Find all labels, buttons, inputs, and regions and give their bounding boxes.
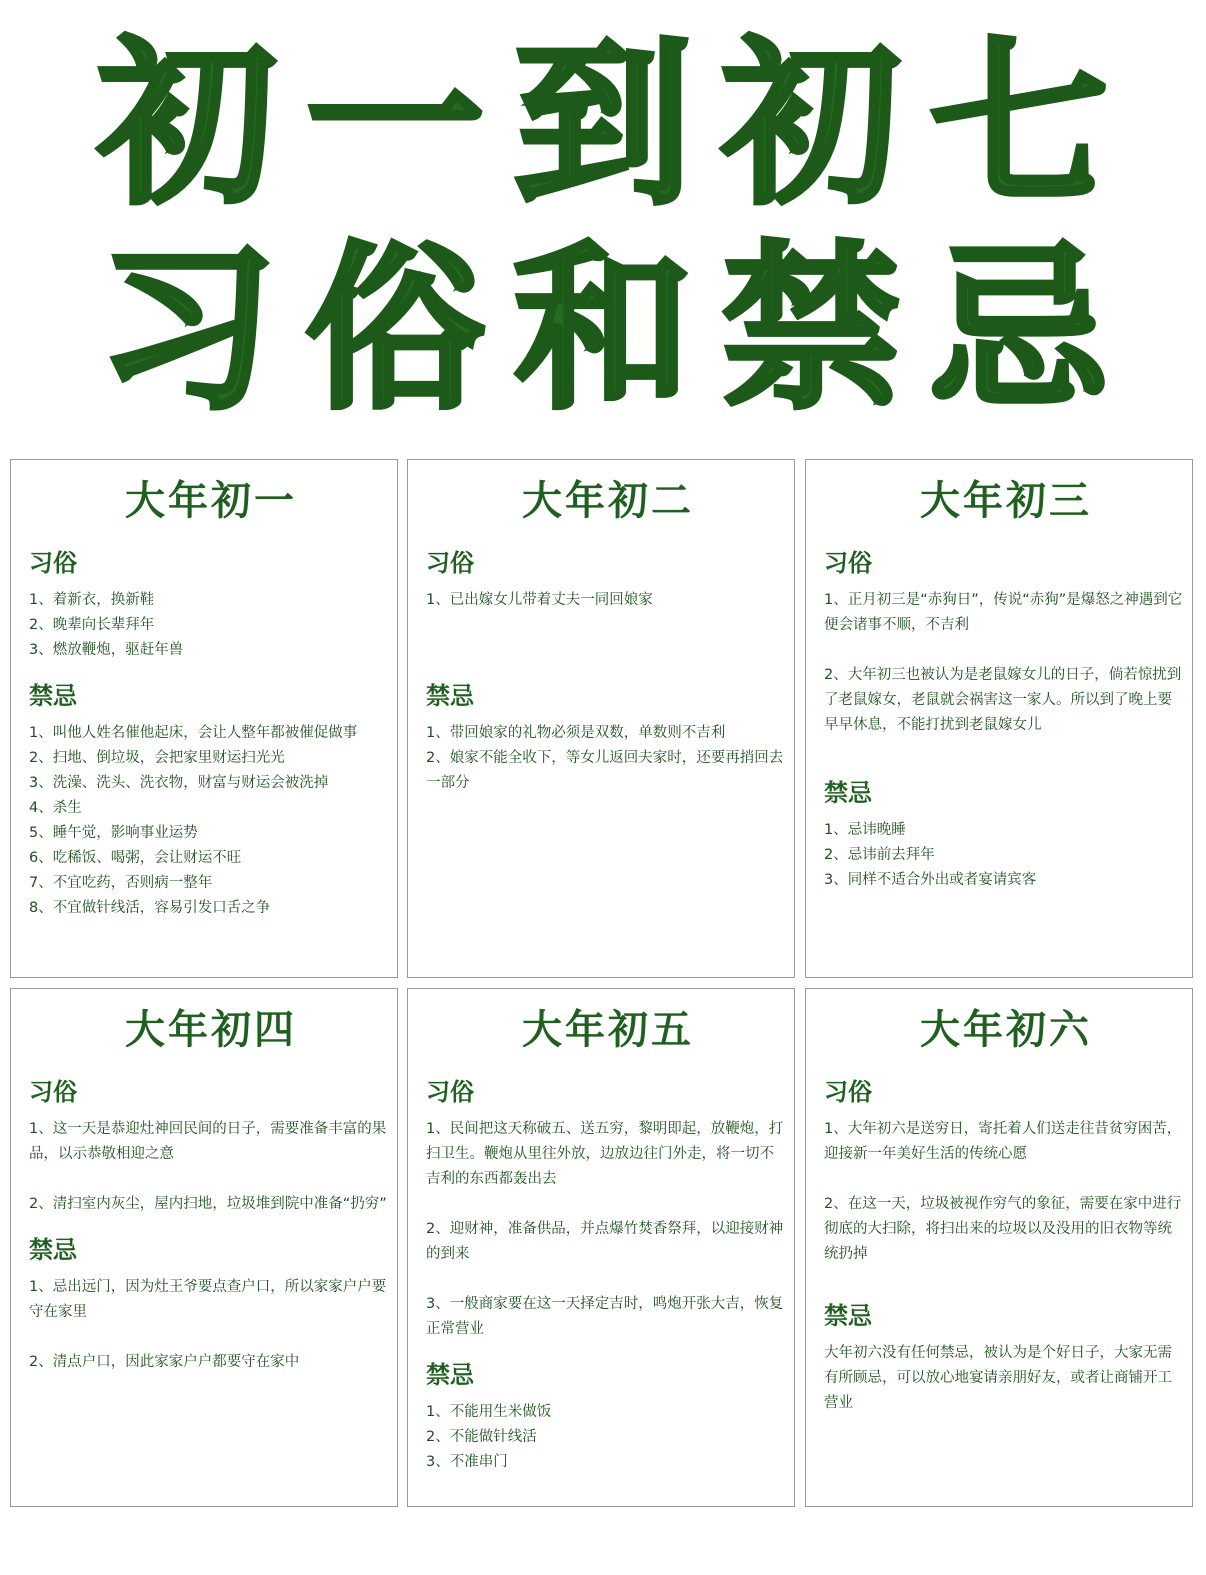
page-title-line-1: 初一到初七 (98, 21, 1138, 228)
customs-heading: 习俗 (426, 1078, 474, 1106)
custom-item: 1、正月初三是“赤狗日”，传说“赤狗”是爆怒之神遇到它便会诸事不顺，不吉利 (824, 592, 1183, 633)
card-title: 大年初二 (522, 478, 694, 524)
customs-heading: 习俗 (824, 1078, 872, 1106)
taboo-item: 2、忌讳前去拜年 (824, 847, 935, 863)
custom-item: 3、燃放鞭炮，驱赶年兽 (29, 642, 184, 658)
card-day-5 (407, 988, 795, 1507)
custom-item: 2、在这一天，垃圾被视作穷气的象征，需要在家中进行彻底的大扫除，将扫出来的垃圾以及没用的旧衣物等统统扔掉 (824, 1196, 1182, 1262)
card-title: 大年初五 (522, 1007, 694, 1053)
taboo-item: 3、洗澡、洗头、洗衣物，财富与财运会被洗掉 (29, 775, 329, 791)
custom-item: 2、晚辈向长辈拜年 (29, 617, 155, 633)
taboo-item: 1、忌讳晚睡 (824, 822, 906, 838)
taboo-item: 大年初六没有任何禁忌，被认为是个好日子，大家无需有所顾忌，可以放心地宴请亲朋好友，或者让商铺开工营业 (824, 1345, 1172, 1411)
taboos-heading: 禁忌 (824, 1302, 872, 1330)
custom-item: 2、清扫室内灰尘，屋内扫地，垃圾堆到院中准备“扔穷” (29, 1196, 387, 1212)
taboo-item: 2、清点户口，因此家家户户都要守在家中 (29, 1354, 300, 1370)
card-title: 大年初一 (125, 478, 297, 524)
taboos-heading: 禁忌 (426, 1361, 474, 1389)
card-day-6 (805, 988, 1193, 1507)
card-day-3 (805, 459, 1193, 978)
taboo-item: 1、忌出远门，因为灶王爷要点查户口，所以家家户户要守在家里 (29, 1279, 387, 1320)
taboo-item: 8、不宜做针线活，容易引发口舌之争 (29, 900, 271, 916)
custom-item: 1、着新衣，换新鞋 (29, 592, 155, 608)
custom-item: 2、迎财神，准备供品，并点爆竹焚香祭拜，以迎接财神的到来 (426, 1221, 784, 1262)
card-title: 大年初三 (920, 478, 1092, 524)
customs-heading: 习俗 (29, 1078, 77, 1106)
card-title: 大年初四 (125, 1007, 297, 1053)
taboo-item: 4、杀生 (29, 800, 82, 816)
taboo-item: 3、不准串门 (426, 1454, 508, 1470)
taboo-item: 3、同样不适合外出或者宴请宾客 (824, 872, 1037, 888)
taboo-item: 2、娘家不能全收下，等女儿返回夫家时，还要再捎回去一部分 (426, 750, 784, 791)
card-day-1 (10, 459, 398, 978)
custom-item: 1、这一天是恭迎灶神回民间的日子，需要准备丰富的果品，以示恭敬相迎之意 (29, 1121, 387, 1162)
card-day-2 (407, 459, 795, 978)
taboo-item: 2、不能做针线活 (426, 1429, 537, 1445)
taboo-item: 2、扫地、倒垃圾，会把家里财运扫光光 (29, 750, 285, 766)
customs-heading: 习俗 (426, 549, 474, 577)
taboo-item: 5、睡午觉，影响事业运势 (29, 825, 198, 841)
taboo-item: 1、不能用生米做饭 (426, 1404, 552, 1420)
taboo-item: 6、吃稀饭、喝粥，会让财运不旺 (29, 850, 242, 866)
custom-item: 1、大年初六是送穷日，寄托着人们送走往昔贫穷困苦，迎接新一年美好生活的传统心愿 (824, 1121, 1182, 1162)
card-day-4 (10, 988, 398, 1507)
custom-item: 2、大年初三也被认为是老鼠嫁女儿的日子，倘若惊扰到了老鼠嫁女，老鼠就会祸害这一家人。所以到了晚上要早早休息，不能打扰到老鼠嫁女儿 (824, 667, 1182, 733)
taboos-heading: 禁忌 (824, 779, 872, 807)
taboo-item: 7、不宜吃药，否则病一整年 (29, 875, 213, 891)
taboos-heading: 禁忌 (29, 682, 77, 710)
customs-heading: 习俗 (824, 549, 872, 577)
page-title-line-2: 习俗和禁忌 (98, 226, 1138, 433)
taboos-heading: 禁忌 (29, 1236, 77, 1264)
taboo-item: 1、叫他人姓名催他起床，会让人整年都被催促做事 (29, 725, 358, 741)
customs-heading: 习俗 (29, 549, 77, 577)
card-title: 大年初六 (920, 1007, 1092, 1053)
custom-item: 1、民间把这天称破五、送五穷，黎明即起，放鞭炮，打扫卫生。鞭炮从里往外放，边放边往门外走，将一切不吉利的东西都轰出去 (426, 1121, 784, 1187)
custom-item: 1、已出嫁女儿带着丈夫一同回娘家 (426, 592, 653, 608)
taboo-item: 1、带回娘家的礼物必须是双数，单数则不吉利 (426, 725, 726, 741)
taboos-heading: 禁忌 (426, 682, 474, 710)
custom-item: 3、一般商家要在这一天择定吉时，鸣炮开张大吉，恢复正常营业 (426, 1296, 784, 1337)
